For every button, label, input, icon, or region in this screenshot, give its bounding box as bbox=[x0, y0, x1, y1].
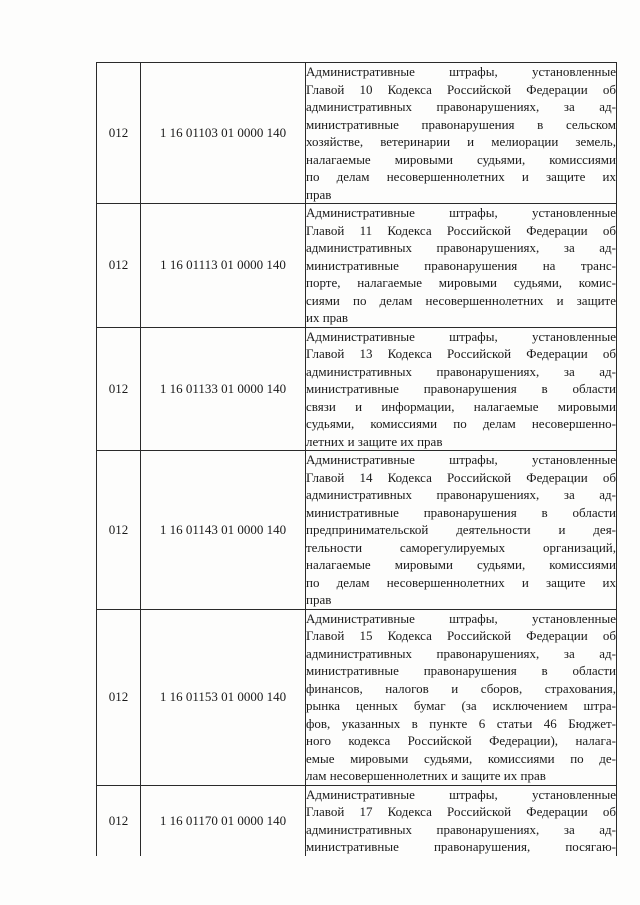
description-line: фов, указанных в пункте 6 статьи 46 Бюджет- bbox=[306, 715, 616, 731]
table-row bbox=[97, 63, 617, 204]
description-line: рынка ценных бумаг (за исключением штра- bbox=[306, 698, 616, 713]
description-cell bbox=[306, 63, 617, 204]
admin-code-cell: 012 bbox=[97, 609, 141, 785]
description-line: Административные штрафы, установленные bbox=[306, 786, 616, 802]
description-line: Административные штрафы, установленные bbox=[306, 328, 616, 344]
kbk-code-cell: 1 16 01153 01 0000 140 bbox=[141, 609, 306, 785]
admin-code-cell: 012 bbox=[97, 451, 141, 610]
description-cell bbox=[306, 204, 617, 328]
description-line: министративные правонарушения, посягаю- bbox=[306, 839, 616, 854]
table-row bbox=[97, 327, 617, 451]
description-line: Главой 14 Кодекса Российской Федерации об bbox=[306, 469, 616, 485]
description-line: министративные правонарушения в области bbox=[306, 381, 616, 396]
description-line: прав bbox=[306, 186, 332, 202]
table-row bbox=[97, 451, 617, 610]
description-line: административных правонарушениях, за ад- bbox=[306, 821, 616, 837]
description-line: министративные правонарушения на транс- bbox=[306, 257, 616, 273]
table-row bbox=[97, 785, 617, 856]
description-line: Административные штрафы, установленные bbox=[306, 452, 616, 467]
description-line: административных правонарушениях, за ад- bbox=[306, 363, 616, 379]
description-line: их прав bbox=[306, 310, 349, 325]
description-line: финансов, налогов и сборов, страхования, bbox=[306, 680, 616, 696]
description-line: министративные правонарушения в сельском bbox=[306, 116, 616, 132]
table-row bbox=[97, 609, 617, 785]
description-line: ного кодекса Российской Федерации), налага- bbox=[306, 733, 616, 748]
description-line: Главой 15 Кодекса Российской Федерации об bbox=[306, 628, 616, 643]
description-line: тельности саморегулируемых организаций, bbox=[306, 539, 616, 555]
description-cell bbox=[306, 609, 617, 785]
table-row bbox=[97, 204, 617, 328]
admin-code-cell: 012 bbox=[97, 63, 141, 204]
description-line: Главой 13 Кодекса Российской Федерации об bbox=[306, 346, 616, 361]
description-line: Главой 10 Кодекса Российской Федерации об bbox=[306, 81, 616, 97]
kbk-code-cell: 1 16 01113 01 0000 140 bbox=[141, 204, 306, 328]
description-line: Главой 11 Кодекса Российской Федерации об bbox=[306, 222, 616, 238]
description-line: предпринимательской деятельности и дея- bbox=[306, 522, 616, 537]
description-cell bbox=[306, 451, 617, 610]
description-line: Административные штрафы, установленные bbox=[306, 205, 616, 220]
description-line: Главой 17 Кодекса Российской Федерации об bbox=[306, 804, 616, 819]
kbk-code-cell: 1 16 01133 01 0000 140 bbox=[141, 327, 306, 451]
description-line: емые мировыми судьями, комиссиями по де- bbox=[306, 750, 616, 766]
description-cell bbox=[306, 327, 617, 451]
description-cell bbox=[306, 785, 617, 856]
description-line: связи и информации, налагаемые мировыми bbox=[306, 398, 616, 414]
admin-code-cell: 012 bbox=[97, 204, 141, 328]
description-line: налагаемые мировыми судьями, комиссиями bbox=[306, 557, 616, 572]
description-line: административных правонарушениях, за ад- bbox=[306, 487, 616, 502]
admin-code-cell: 012 bbox=[97, 785, 141, 856]
budget-classification-table bbox=[96, 62, 617, 856]
description-line: Административные штрафы, установленные bbox=[306, 64, 616, 79]
description-line: административных правонарушениях, за ад- bbox=[306, 645, 616, 661]
description-line: административных правонарушениях, за ад- bbox=[306, 240, 616, 255]
description-line: по делам несовершеннолетних и защите их bbox=[306, 169, 616, 184]
description-line: Административные штрафы, установленные bbox=[306, 610, 616, 626]
kbk-code-cell: 1 16 01103 01 0000 140 bbox=[141, 63, 306, 204]
description-line: министративные правонарушения в области bbox=[306, 504, 616, 520]
description-line: прав bbox=[306, 592, 332, 607]
description-line: по делам несовершеннолетних и защите их bbox=[306, 574, 616, 590]
description-line: хозяйстве, ветеринарии и мелиорации земель, bbox=[306, 134, 616, 149]
description-line: летних и защите их прав bbox=[306, 433, 443, 449]
description-line: лам несовершеннолетних и защите их прав bbox=[306, 768, 546, 783]
description-line: судьями, комиссиями по делам несовершенно- bbox=[306, 416, 616, 431]
description-line: сиями по делам несовершеннолетних и защите bbox=[306, 292, 616, 308]
description-line: административных правонарушениях, за ад- bbox=[306, 99, 616, 114]
admin-code-cell: 012 bbox=[97, 327, 141, 451]
description-line: министративные правонарушения в области bbox=[306, 663, 616, 678]
kbk-code-cell: 1 16 01170 01 0000 140 bbox=[141, 785, 306, 856]
description-line: порте, налагаемые мировыми судьями, комис- bbox=[306, 275, 616, 290]
description-line: налагаемые мировыми судьями, комиссиями bbox=[306, 151, 616, 167]
kbk-code-cell: 1 16 01143 01 0000 140 bbox=[141, 451, 306, 610]
